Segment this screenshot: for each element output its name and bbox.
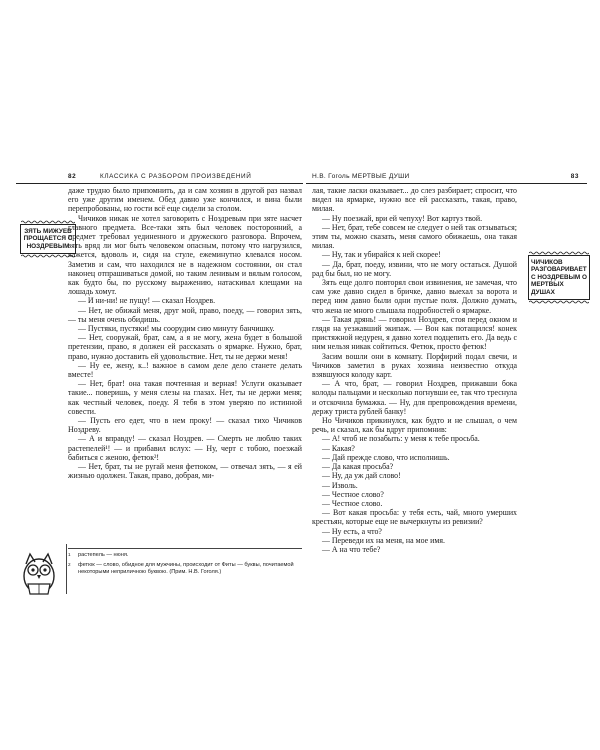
- paragraph: Засим вошли они в комнату. Порфирий подал свечи, и Чичиков заметил в руках хозяина неизвестно откуда взявшуюся колоду карт.: [312, 351, 517, 380]
- wavy-border-icon: [21, 254, 75, 258]
- right-marginal-note: [528, 255, 590, 300]
- paragraph: — Ну есть, а что?: [322, 526, 382, 536]
- footnote: [68, 562, 302, 576]
- paragraph: даже трудно было припомнить, да и сам хозяин в другой раз назвал его уже другим именем. Обед давно уже кончился, и вина были перепробованы, но гости всё еще сидели за столом.: [68, 186, 302, 214]
- wavy-border-icon: [529, 251, 589, 255]
- left-body-text: [68, 186, 302, 481]
- paragraph: — Дай прежде слово, что исполнишь.: [322, 452, 450, 462]
- wavy-border-icon: [529, 300, 589, 304]
- owl-reader-icon: [16, 546, 62, 600]
- paragraph: — Нет, брат, ты не ругай меня фетюком, — отвечал зять, — я ей жизнью одолжен. Такая, право, добрая, ми-: [68, 462, 302, 481]
- paragraph: — И ни-ни! не пущу! — сказал Ноздрев.: [78, 296, 216, 306]
- footnote-mark: 1: [68, 552, 71, 557]
- paragraph: — Нет, брат, тебе совсем не следует о ней так отзываться; этим ты, можно сказать, меня самого обижаешь, она такая милая.: [312, 222, 517, 251]
- paragraph: — А и вправду! — сказал Ноздрев. — Смерть не люблю таких растепелей¹! — и прибавил вслух: — Ну, черт с тобою, поезжай бабиться с женою, фетюк²!: [68, 434, 302, 462]
- right-page-number: 83: [570, 173, 579, 180]
- paragraph: Зять еще долго повторял свои извинения, не замечая, что сам уже давно сидел в бричке, давно выехал за ворота и перед ним давно были одни пустые поля. Должно думать, что жена не много слышала подробностей о ярмарке.: [312, 278, 517, 315]
- paragraph: — Какая?: [322, 443, 355, 453]
- left-page-header: [16, 172, 303, 184]
- paragraph: — Пустяки, пустяки! мы соорудим сию минуту банчишку.: [78, 324, 275, 334]
- paragraph: — Честное слово.: [322, 498, 383, 508]
- paragraph: — Изволь.: [322, 480, 358, 490]
- paragraph: — Ну поезжай, ври ей чепуху! Вот картуз твой.: [322, 213, 483, 223]
- paragraph: — Нет, не обижай меня, друг мой, право, поеду, — говорил зять, — ты меня очень обидишь.: [68, 305, 302, 324]
- left-marginal-text: ЗЯТЬ МИЖУЕВ ПРОЩАЕТСЯ С НОЗДРЕВЫМ: [23, 228, 73, 250]
- paragraph: — Такая дрянь! — говорил Ноздрев, стоя перед окном и глядя на уезжавший экипаж. — Вон как потащился! конек пристяжной недурен, я давно хотел подцепить его. Да ведь с ним нельзя никак сойтиться. Фетюк, просто фетюк!: [312, 314, 517, 352]
- paragraph: — Вот какая просьба: у тебя есть, чай, много умерших крестьян, которые еще не вычеркнуты из ревизии?: [312, 508, 517, 527]
- paragraph: — Пусть его едет, что в нем проку! — сказал тихо Чичиков Ноздреву.: [68, 416, 302, 435]
- paragraph: — Переведи их на меня, на мое имя.: [322, 535, 445, 545]
- paragraph: лая, такие ласки оказывает... до слез разбирает; спросит, что видел на ярмарке, нужно все ей рассказать, такая, право, милая.: [312, 186, 517, 214]
- footnote-text: растепель — нюня.: [78, 552, 129, 558]
- paragraph: — А что, брат, — говорил Ноздрев, прижавши бока колоды пальцами и несколько погнувши ее, так что треснула и отскочила бумажка. — Ну, для препровождения времени, держу триста рублей банку!: [312, 379, 517, 416]
- footnote-text: фетюк — слово, обидное для мужчины, происходит от Фиты — буквы, почитаемой некоторыми неприличною буквою. (Прим. Н.В. Гоголя.): [78, 562, 294, 575]
- wavy-border-icon: [21, 220, 75, 224]
- left-page-number: 82: [68, 173, 77, 180]
- paragraph: — Ну, да уж дай слово!: [322, 471, 401, 481]
- left-running-title: КЛАССИКА С РАЗБОРОМ ПРОИЗВЕДЕНИЙ: [100, 173, 252, 180]
- right-running-title: Н.В. Гоголь МЕРТВЫЕ ДУШИ: [312, 173, 410, 180]
- footnotes: [68, 548, 302, 579]
- paragraph: — Ну ее, жену, к..! важное в самом деле дело станете делать вместе!: [68, 360, 302, 380]
- paragraph: — Да, брат, поеду, извини, что не могу остаться. Душой рад бы был, но не могу.: [312, 259, 517, 278]
- paragraph: — Ну, так и убирайся к ней скорее!: [322, 250, 441, 260]
- paragraph: Но Чичиков прикинулся, как будто и не слышал, о чем речь, и сказал, как бы вдруг припомнив:: [312, 416, 517, 435]
- right-page-header: [306, 172, 587, 184]
- paragraph: — Нет, сооружай, брат, сам, а я не могу, жена будет в большой претензии, право, я должен ей рассказать о ярмарке. Нужно, брат, право, нужно доставить ей удовольствие. Нет, ты не держи меня!: [68, 333, 302, 361]
- paragraph: — Да какая просьба?: [322, 462, 394, 472]
- paragraph: — Честное слово?: [322, 489, 384, 499]
- footnote-mark: 2: [68, 562, 71, 567]
- footnote: [68, 552, 302, 559]
- paragraph: — Нет, брат! она такая почтенная и верная! Услуги оказывает такие... поверишь, у меня слезы на глазах. Нет, ты не держи меня; как честный человек, поеду. Я тебя в этом уверяю по истинной совести.: [68, 379, 302, 416]
- paragraph: Чичиков никак не хотел заговорить с Ноздревым при зяте насчет главного предмета. Все-таки зять был человек посторонний, а предмет требовал уединенного и дружеского разговора. Впрочем, зять вряд ли мог быть человеком опасным, потому что нагрузился, кажется, вдоволь и, сидя на стуле, ежеминутно клевался носом. Заметив и сам, что находился не в надежном состоянии, он стал наконец отпрашиваться домой, но таким ленивым и вялым голосом, как будто бы, по русскому выражению, натаскивал клещами на лошадь хомут.: [68, 213, 302, 297]
- paragraph: — А на что тебе?: [322, 544, 381, 554]
- paragraph: — А! чтоб не позабыть: у меня к тебе просьба.: [322, 434, 480, 444]
- left-page: [16, 172, 303, 622]
- right-page: [306, 172, 587, 622]
- right-marginal-text: ЧИЧИКОВ РАЗГОВАРИВАЕТ С НОЗДРЕВЫМ О МЕРТВЫХ ДУШАХ: [531, 259, 587, 296]
- right-body-text: [312, 186, 517, 554]
